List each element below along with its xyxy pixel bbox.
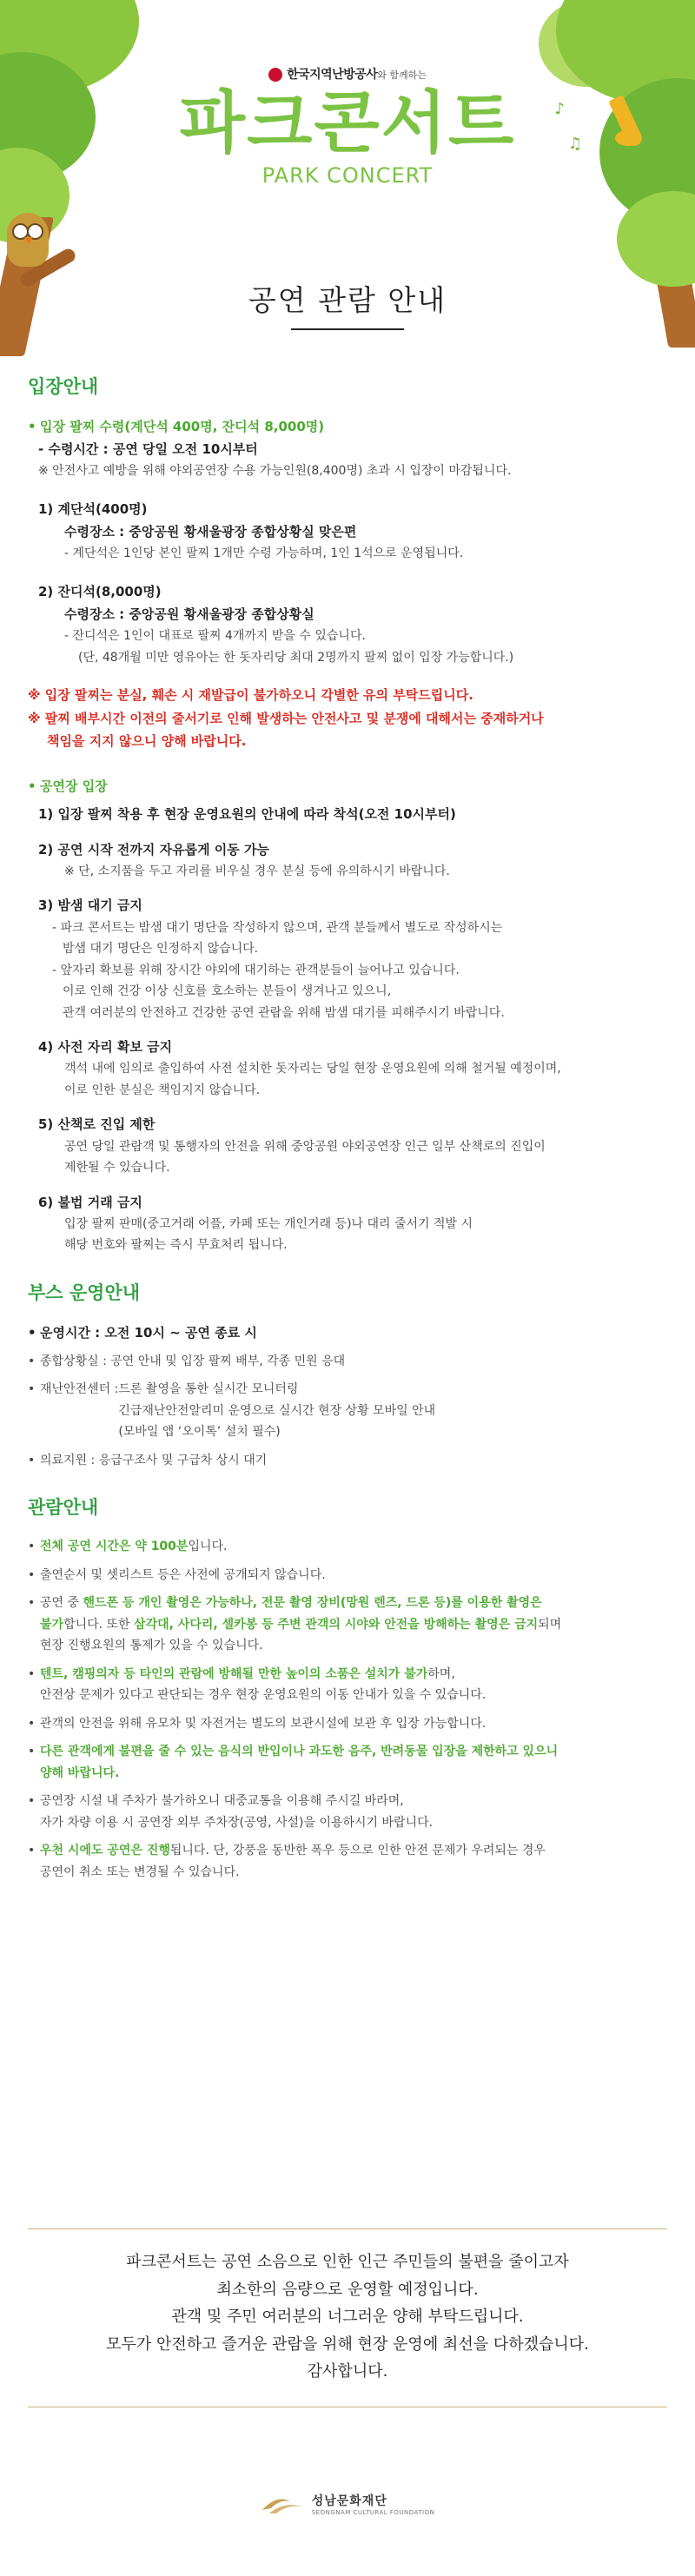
booth-hours: • 운영시간 : 오전 10시 ~ 공연 종료 시 (28, 1321, 671, 1344)
closing-line: 모두가 안전하고 즐거운 관람을 위해 현장 운영에 최선을 다하겠습니다. (106, 2334, 589, 2354)
wristband-heading: • 입장 팔찌 수령(계단석 400명, 잔디석 8,000명) (28, 415, 671, 438)
kdhc-logo-icon (268, 68, 282, 82)
booth-disaster-line: 긴급재난안전알리미 운영으로 실시간 현장 상황 모바일 안내 (118, 1403, 436, 1418)
sponsor-suffix: 와 함께하는 (377, 70, 427, 81)
receive-time: - 수령시간 : 공연 당일 오전 10시부터 (38, 441, 258, 457)
viewing-item-rain (28, 1840, 671, 1883)
venue-item-heading: 2) 공연 시작 전까지 자유롭게 이동 가능 (38, 841, 269, 858)
warning-line-3: 책임을 지지 않으니 양해 바랍니다. (47, 732, 247, 749)
booth-disaster-key: • 재난안전센터 : (40, 1382, 119, 1397)
body-text: 공연장 시설 내 주차가 불가하오니 대중교통을 이용해 주시길 바라며, (40, 1794, 404, 1808)
highlight-text: 삼각대, 사다리, 셀카봉 등 주변 관객의 시야와 안전을 방해하는 촬영은 금지 (134, 1617, 539, 1632)
venue-item-line: 입장 팔찌 판매(중고거래 어플, 카페 또는 개인거래 등)나 대리 줄서기 적발 시 (64, 1216, 473, 1231)
highlight-text: 텐트, 캠핑의자 등 타인의 관람에 방해될 만한 높이의 소품은 설치가 불가 (40, 1666, 428, 1681)
stairs-place: 수령장소 : 중앙공원 황새울광장 종합상황실 맞은편 (64, 524, 357, 540)
venue-item-heading: 5) 산책로 진입 제한 (38, 1116, 156, 1133)
viewing-item-food (28, 1741, 671, 1784)
foundation-logo-icon (261, 2493, 304, 2515)
venue-item-line: ※ 단, 소지품을 두고 자리를 비우실 경우 분실 등에 유의하시기 바랍니다. (64, 864, 450, 878)
highlight-text: 불가 (40, 1617, 64, 1632)
body-text: 공연이 취소 또는 변경될 수 있습니다. (40, 1864, 240, 1879)
body-text: 현장 진행요원의 통제가 있을 수 있습니다. (40, 1639, 263, 1652)
viewing-item-filming (28, 1593, 671, 1657)
venue-item-line: 이로 인한 분실은 책임지지 않습니다. (64, 1083, 261, 1097)
music-note-icon: ♪ (554, 100, 565, 118)
body-text: 자가 차량 이용 시 공연장 외부 주차장(공영, 사설)을 이용하시기 바랍니다. (40, 1815, 434, 1830)
venue-item-line: 공연 당일 관람객 및 통행자의 안전을 위해 중앙공원 야외공연장 인근 일부 산책로의 진입이 (64, 1139, 546, 1154)
main-title: 파크콘서트 (179, 84, 516, 162)
footer (0, 2492, 695, 2516)
foundation-name-ko: 성남문화재단 (311, 2494, 387, 2508)
guide-title: 공연 관람 안내 (248, 283, 447, 317)
venue-item-line: 해당 번호와 팔찌는 즉시 무효처리 됩니다. (64, 1238, 288, 1253)
grass-note-1: - 잔디석은 1인이 대표로 팔찌 4개까지 받을 수 있습니다. (64, 629, 366, 644)
booth-disaster-lines (118, 1379, 435, 1443)
venue-item-line: 객석 내에 임의로 출입하여 사전 설치한 돗자리는 당일 현장 운영요원에 의해 철거될 예정이며, (64, 1062, 561, 1076)
section-title-booth: 부스 운영안내 (28, 1281, 141, 1303)
closing-line: 관객 및 주민 여러분의 너그러운 양해 부탁드립니다. (171, 2308, 524, 2326)
title-underline (291, 328, 404, 330)
body-text: 됩니다. 단, 강풍을 동반한 폭우 등으로 인한 안전 문제가 우려되는 경우 (169, 1844, 546, 1858)
viewing-item-setlist: • 출연순서 및 셋리스트 등은 사전에 공개되지 않습니다. (28, 1565, 671, 1586)
stairs-heading: 1) 계단석(400명) (38, 500, 148, 517)
venue-item-heading: 4) 사전 자리 확보 금지 (38, 1039, 173, 1055)
sponsor-org: 한국지역난방공사 (287, 68, 378, 82)
closing-line: 파크콘서트는 공연 소음으로 인한 인근 주민들의 불편을 줄이고자 (126, 2253, 569, 2271)
body-text: 하며, (427, 1666, 455, 1681)
capacity-note: ※ 안전사고 예방을 위해 야외공연장 수용 가능인원(8,400명) 초과 시 입장이 마감됩니다. (38, 464, 512, 479)
owl-illustration (7, 213, 49, 267)
venue-heading: • 공연장 입장 (28, 775, 671, 798)
grass-heading: 2) 잔디석(8,000명) (38, 583, 162, 599)
viewing-item-duration (28, 1536, 671, 1558)
highlight-text: 양해 바랍니다. (40, 1765, 120, 1780)
closing-line: 최소한의 음량으로 운영할 예정입니다. (216, 2280, 479, 2299)
venue-item-line: 이로 인해 건강 이상 신호를 호소하는 분들이 생겨나고 있으니, (63, 984, 392, 998)
highlight-text: 핸드폰 등 개인 촬영은 가능하나, 전문 촬영 장비(망원 렌즈, 드론 등)를 이용한 촬영은 (83, 1596, 542, 1610)
venue-items (28, 803, 671, 1256)
viewing-item-tents (28, 1664, 671, 1706)
header (0, 0, 695, 348)
highlight-text: 우천 시에도 공연은 진행 (40, 1844, 170, 1858)
body-text: 안전상 문제가 있다고 판단되는 경우 현장 운영요원의 이동 안내가 있을 수 있습니다. (40, 1688, 486, 1702)
warning-line-1: ※ 입장 팔찌는 분실, 훼손 시 재발급이 불가하오니 각별한 유의 부탁드립니다. (28, 687, 473, 704)
venue-item-line: 제한될 수 있습니다. (64, 1161, 170, 1175)
venue-item-line: 관객 여러분의 안전하고 건강한 공연 관람을 위해 밤샘 대기를 피해주시기 바랍니다. (63, 1005, 505, 1020)
stairs-note: - 계단석은 1인당 본인 팔찌 1개만 수령 가능하며, 1인 1석으로 운영됩니다. (64, 546, 464, 561)
body-text: 입니다. (188, 1540, 228, 1553)
grass-note-2: (단, 48개월 미만 영유아는 한 돗자리당 최대 2명까지 팔찌 없이 입장 가능합니다.) (78, 650, 514, 665)
sponsor-line (0, 65, 695, 83)
section-title-entry: 입장안내 (28, 376, 99, 397)
highlight-text: 전체 공연 시간은 약 100분 (40, 1540, 189, 1553)
closing-line: 감사합니다. (307, 2362, 388, 2381)
content (28, 352, 671, 1890)
owl-beak (24, 237, 33, 244)
body-text: 되며 (538, 1617, 562, 1632)
viewing-item-stroller: • 관객의 안전을 위해 유모차 및 자전거는 별도의 보관시설에 보관 후 입장 가능합니다. (28, 1713, 671, 1735)
venue-item-line: 밤샘 대기 명단은 인정하지 않습니다. (63, 942, 259, 956)
music-note-icon: ♫ (567, 135, 582, 153)
booth-disaster-line: 드론 촬영을 통한 실시간 모니터링 (118, 1382, 299, 1397)
booth-medical: • 의료지원 : 응급구조사 및 구급차 상시 대기 (28, 1450, 671, 1472)
viewing-item-parking (28, 1791, 671, 1833)
venue-item-line: - 파크 콘서트는 밤샘 대기 명단을 작성하지 않으며, 관객 분들께서 별도로 작성하시는 (52, 920, 503, 935)
venue-item-heading: 6) 불법 거래 금지 (38, 1194, 142, 1210)
highlight-text: 다른 관객에게 불편을 줄 수 있는 음식의 반입이나 과도한 음주, 반려동물 입장을 제한하고 있으니 (40, 1745, 559, 1758)
body-text: 합니다. 또한 (63, 1617, 135, 1632)
section-title-viewing: 관람안내 (28, 1497, 99, 1519)
sub-title: PARK CONCERT (261, 163, 434, 188)
grass-place: 수령장소 : 중앙공원 황새울광장 종합상황실 (64, 606, 314, 622)
venue-item-line: - 앞자리 확보를 위해 장시간 야외에 대기하는 관객분들이 늘어나고 있습니다. (52, 963, 460, 977)
venue-item-heading: 1) 입장 팔찌 착용 후 현장 운영요원의 안내에 따라 착석(오전 10시부터) (38, 806, 456, 823)
body-text: 공연 중 (40, 1596, 83, 1610)
closing-message (28, 2228, 667, 2407)
booth-disaster-line: (모바일 앱 ‘오이톡’ 설치 필수) (118, 1425, 281, 1440)
foundation-name-en: SEONGNAM CULTURAL FOUNDATION (311, 2509, 435, 2516)
venue-item-heading: 3) 밤샘 대기 금지 (38, 897, 142, 914)
warning-line-2: ※ 팔찌 배부시간 이전의 줄서기로 인해 발생하는 안전사고 및 분쟁에 대해서는 중재하거나 (28, 710, 544, 726)
foundation-name (312, 2492, 435, 2516)
booth-disaster-center (28, 1379, 671, 1443)
booth-situation-room: • 종합상황실 : 공연 안내 및 입장 팔찌 배부, 각종 민원 응대 (28, 1351, 671, 1373)
